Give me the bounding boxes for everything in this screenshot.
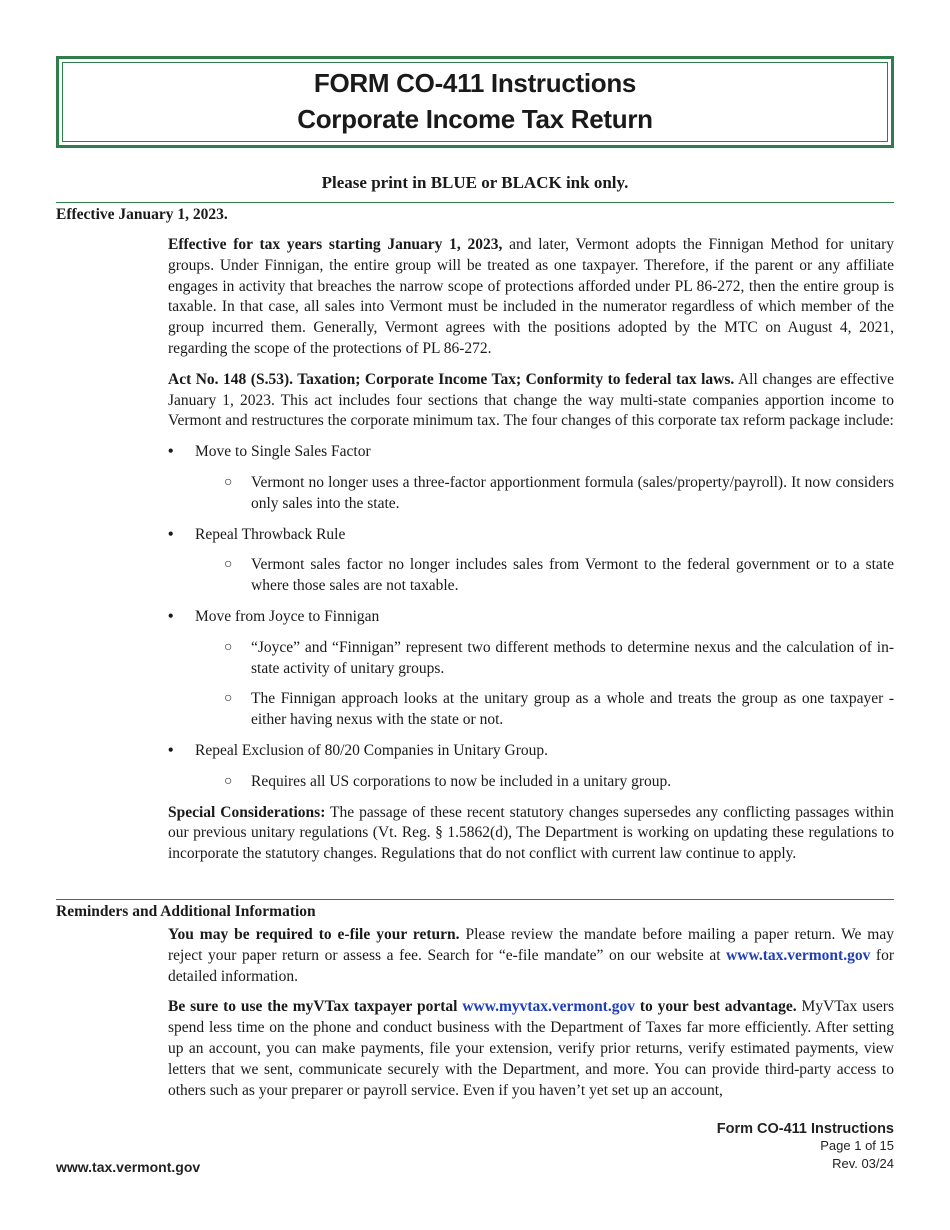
paragraph-lead: Special Considerations: xyxy=(168,803,326,821)
bullet-icon: • xyxy=(168,607,174,625)
bullet-label: Repeal Exclusion of 80/20 Companies in Unitary Group. xyxy=(195,741,548,759)
paragraph-lead: Be sure to use the myVTax taxpayer portal xyxy=(168,998,463,1016)
list-item xyxy=(168,741,894,762)
list-subitem xyxy=(168,555,894,597)
bullet-icon: • xyxy=(168,525,174,543)
paragraph-lead-end: to your best advantage. xyxy=(634,998,797,1016)
paragraph-text-tail: for detailed information. xyxy=(168,946,894,985)
bullet-icon: • xyxy=(168,443,174,461)
bullet-label: Repeal Throwback Rule xyxy=(195,525,346,543)
footer-form-name: Form CO-411 Instructions xyxy=(716,1121,894,1137)
paragraph-lead: Effective for tax years starting January 1, 2023, xyxy=(168,236,503,253)
hollow-bullet-icon: ○ xyxy=(224,639,233,655)
hollow-bullet-icon: ○ xyxy=(224,474,233,490)
paragraph-lead: Act No. 148 (S.53). Taxation; Corporate Income Tax; Conformity to federal tax laws. xyxy=(168,370,735,388)
list-item xyxy=(168,442,894,463)
bullet-label: Move from Joyce to Finnigan xyxy=(195,607,380,625)
hollow-bullet-icon: ○ xyxy=(224,773,233,789)
paragraph-text: and later, Vermont adopts the Finnigan Method for unitary groups. Under Finnigan, the entire group will be treated as one taxpayer. Therefore, if the parent or any affiliate engages in activity that breaches the narrow scope of protections afforded under PL 86-272, then the entire group is taxable. In that case, all sales into Vermont must be included in the numerator regardless of which member of the group incurred them. Generally, Vermont agrees with the positions adopted by the MTC on August 4, 2021, regarding the scope of the protections of PL 86-272. xyxy=(168,236,894,357)
section-heading-reminders: Reminders and Additional Information xyxy=(56,899,894,921)
footer-website[interactable]: www.tax.vermont.gov xyxy=(56,1159,201,1175)
paragraph-text: All changes are effective January 1, 2023. This act includes four sections that change the way multi-state companies apportion income to Vermont and restructures the corporate minimum tax. The four changes of this corporate tax reform package include: xyxy=(168,370,895,430)
print-note: Please print in BLUE or BLACK ink only. xyxy=(321,173,629,192)
tax-website-link[interactable]: www.tax.vermont.gov xyxy=(726,946,871,964)
paragraph-efile xyxy=(168,925,894,987)
section-heading-effective: Effective January 1, 2023. xyxy=(56,202,894,224)
footer-revision: Rev. 03/24 xyxy=(832,1156,894,1171)
paragraph-text: The passage of these recent statutory changes supersedes any conflicting passages within our previous unitary regulations (Vt. Reg. § 1.5862(d), The Department is working on updating these regulations to incorporate the statutory changes. Regulations that do not conflict with current law continue to apply. xyxy=(168,803,894,863)
list-subitem xyxy=(168,638,894,680)
footer-form-info xyxy=(717,1121,894,1173)
title-box xyxy=(56,56,894,148)
paragraph-lead: You may be required to e-file your return. xyxy=(168,926,460,943)
paragraph-act-148 xyxy=(168,370,894,432)
bullet-label: Move to Single Sales Factor xyxy=(195,443,371,461)
form-title: FORM CO-411 Instructions xyxy=(313,68,637,98)
list-item xyxy=(168,607,894,628)
paragraph-special-considerations xyxy=(168,803,894,865)
subitem-text: “Joyce” and “Finnigan” represent two different methods to determine nexus and the calculation of in-state activity of unitary groups. xyxy=(251,638,894,677)
subitem-text: Vermont no longer uses a three-factor apportionment formula (sales/property/payroll). It now considers only sales into the state. xyxy=(251,473,894,512)
list-item xyxy=(168,525,894,546)
paragraph-text: MyVTax users spend less time on the phone and conduct business with the Department of Taxes far more efficiently. After setting up an account, you can make payments, file your extension, verify prior returns, verify estimated payments, view letters that we sent, communicate securely with the Department, and more. You can provide third-party access to others such as your preparer or payroll service. Even if you haven’t yet set up an account, xyxy=(168,998,894,1099)
list-subitem xyxy=(168,689,894,731)
paragraph-finnigan xyxy=(168,235,894,360)
section-effective-body xyxy=(168,235,894,875)
footer-page-number: Page 1 of 15 xyxy=(820,1138,894,1153)
list-subitem xyxy=(168,473,894,515)
bullet-icon: • xyxy=(168,741,174,759)
myvtax-link[interactable]: www.myvtax.vermont.gov xyxy=(462,998,635,1016)
section-reminders-body xyxy=(168,925,894,1111)
paragraph-text: Please review the mandate before mailing a paper return. We may reject your paper return or assess a fee. Search for “e-file mandate” on our website at xyxy=(168,926,894,964)
subitem-text: Requires all US corporations to now be included in a unitary group. xyxy=(251,772,672,790)
paragraph-myvtax xyxy=(168,997,894,1101)
form-subtitle: Corporate Income Tax Return xyxy=(297,104,653,134)
list-subitem xyxy=(168,772,894,793)
hollow-bullet-icon: ○ xyxy=(224,691,233,707)
hollow-bullet-icon: ○ xyxy=(224,557,233,573)
subitem-text: Vermont sales factor no longer includes sales from Vermont to the federal government or to a state where those sales are not taxable. xyxy=(251,556,894,595)
subitem-text: The Finnigan approach looks at the unitary group as a whole and treats the group as one taxpayer - either having nexus with the state or not. xyxy=(251,690,894,729)
